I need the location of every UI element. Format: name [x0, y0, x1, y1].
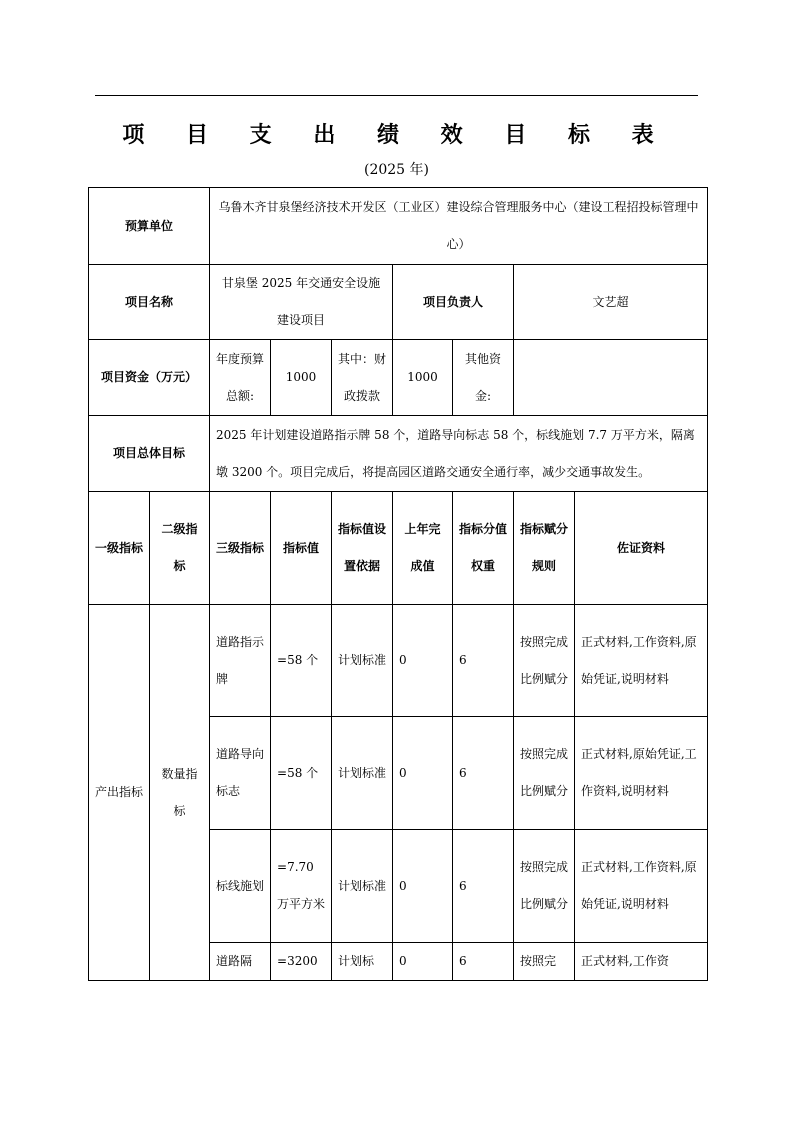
row-evidence: 正式材料,工作资料,原始凭证,说明材料	[575, 605, 708, 717]
indicator-header-row	[89, 492, 708, 605]
funds-row	[89, 340, 708, 416]
project-lead-value: 文艺超	[514, 265, 708, 340]
performance-target-table	[88, 187, 708, 981]
funds-label: 项目资金（万元）	[89, 340, 210, 416]
overall-goal-label: 项目总体目标	[89, 416, 210, 492]
level2-quantity-indicator: 数量指标	[150, 605, 210, 981]
header-weight: 指标分值权重	[453, 492, 514, 605]
project-lead-label: 项目负责人	[393, 265, 514, 340]
project-name-row	[89, 265, 708, 340]
row-basis: 计划标准	[332, 830, 393, 943]
row-level3: 道路指示牌	[210, 605, 271, 717]
row-weight: 6	[453, 717, 514, 830]
row-rule: 按照完成比例赋分	[514, 830, 575, 943]
fiscal-label: 其中：财政拨款	[332, 340, 393, 416]
budget-unit-row	[89, 188, 708, 265]
row-last-year: 0	[393, 717, 453, 830]
header-level1: 一级指标	[89, 492, 150, 605]
overall-goal-row	[89, 416, 708, 492]
page-year: (2025 年)	[363, 162, 429, 178]
row-value: =58 个	[271, 717, 332, 830]
row-weight: 6	[453, 830, 514, 943]
budget-unit-label: 预算单位	[89, 188, 210, 265]
row-rule: 按照完成比例赋分	[514, 605, 575, 717]
annual-budget-value: 1000	[271, 340, 332, 416]
level1-output-indicator: 产出指标	[89, 605, 150, 981]
row-weight: 6	[453, 943, 514, 981]
row-value: =3200	[271, 943, 332, 981]
header-rule	[95, 95, 698, 96]
row-evidence: 正式材料,原始凭证,工作资料,说明材料	[575, 717, 708, 830]
header-basis: 指标值设置依据	[332, 492, 393, 605]
header-value: 指标值	[271, 492, 332, 605]
project-name-label: 项目名称	[89, 265, 210, 340]
page-title: 项 目 支 出 绩 效 目 标 表	[122, 123, 671, 148]
row-level3: 道路导向标志	[210, 717, 271, 830]
overall-goal-value: 2025 年计划建设道路指示牌 58 个，道路导向标志 58 个，标线施划 7.7 万平方米，隔离墩 3200 个。项目完成后，将提高园区道路交通安全通行率，减少交通事故发生。	[210, 416, 708, 492]
row-level3: 标线施划	[210, 830, 271, 943]
project-name-value: 甘泉堡 2025 年交通安全设施建设项目	[210, 265, 393, 340]
row-rule: 按照完	[514, 943, 575, 981]
row-basis: 计划标准	[332, 717, 393, 830]
row-value: =58 个	[271, 605, 332, 717]
row-evidence: 正式材料,工作资	[575, 943, 708, 981]
row-weight: 6	[453, 605, 514, 717]
annual-budget-label: 年度预算总额:	[210, 340, 271, 416]
row-level3: 道路隔	[210, 943, 271, 981]
row-last-year: 0	[393, 830, 453, 943]
row-basis: 计划标	[332, 943, 393, 981]
row-last-year: 0	[393, 605, 453, 717]
other-funds-label: 其他资金:	[453, 340, 514, 416]
row-basis: 计划标准	[332, 605, 393, 717]
header-last-year: 上年完成值	[393, 492, 453, 605]
table-row	[89, 605, 708, 717]
other-funds-value	[514, 340, 708, 416]
row-rule: 按照完成比例赋分	[514, 717, 575, 830]
fiscal-value: 1000	[393, 340, 453, 416]
header-evidence: 佐证资料	[575, 492, 708, 605]
budget-unit-value: 乌鲁木齐甘泉堡经济技术开发区（工业区）建设综合管理服务中心（建设工程招投标管理中心）	[210, 188, 708, 265]
header-level2: 二级指标	[150, 492, 210, 605]
header-level3: 三级指标	[210, 492, 271, 605]
row-evidence: 正式材料,工作资料,原始凭证,说明材料	[575, 830, 708, 943]
header-rule: 指标赋分规则	[514, 492, 575, 605]
row-last-year: 0	[393, 943, 453, 981]
row-value: =7.70 万平方米	[271, 830, 332, 943]
